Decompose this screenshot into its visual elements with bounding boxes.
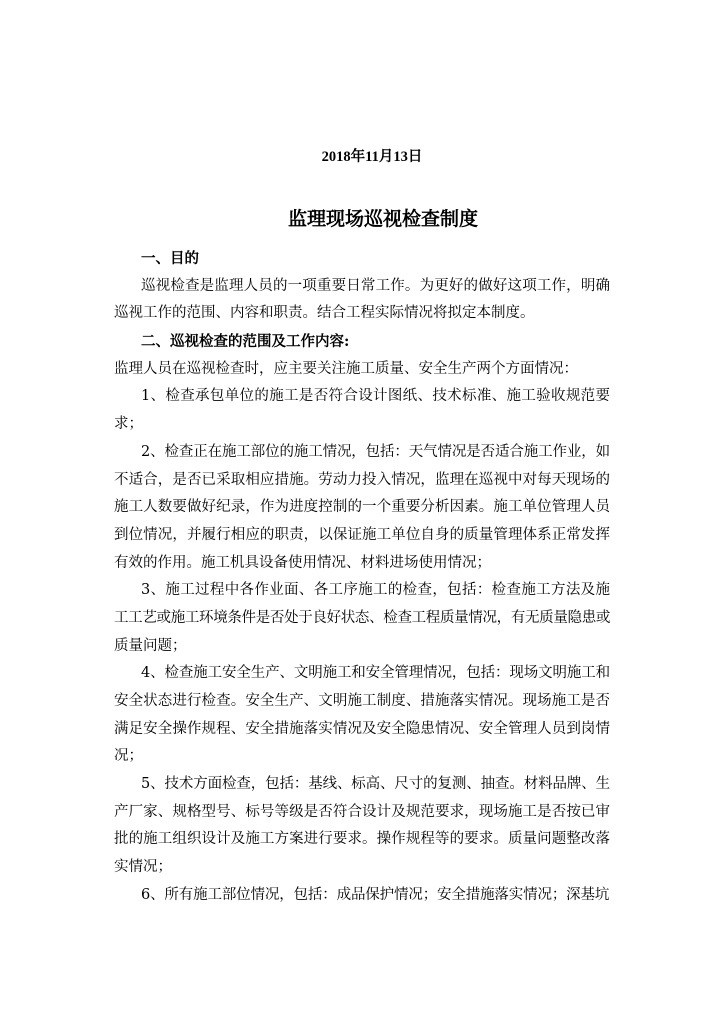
text-line: 巡视检查是监理人员的一项重要日常工作。为更好的做好这项工作，明确	[141, 277, 610, 294]
text-line: 6、所有施工部位情况，包括：成品保护情况；安全措施落实情况；深基坑	[141, 886, 610, 903]
text-line: 产厂家、规格型号、标号等级是否符合设计及规范要求，现场施工是否按已审	[114, 803, 610, 820]
text-line: 1、检查承包单位的施工是否符合设计图纸、技术标准、施工验收规范要	[141, 388, 610, 405]
text-line: 5、技术方面检查，包括：基线、标高、尺寸的复测、抽查。材料品牌、生	[141, 776, 610, 793]
text-line: 2、检查正在施工部位的施工情况，包括：天气情况是否适合施工作业，如	[141, 443, 610, 460]
section-heading	[114, 245, 610, 273]
text-line: 满足安全操作规程、安全措施落实情况及安全隐患情况、安全管理人员到岗情	[114, 720, 610, 737]
paragraph	[114, 383, 610, 438]
paragraph	[114, 771, 610, 882]
text-line: 3、施工过程中各作业面、各工序施工的检查，包括：检查施工方法及施	[141, 582, 610, 599]
paragraph	[114, 273, 610, 328]
document-body	[114, 245, 610, 910]
text-line: 批的施工组织设计及施工方案进行要求。操作规程等的要求。质量问题整改落	[114, 831, 610, 848]
document-title: 监理现场巡视检查制度	[287, 208, 478, 230]
text-line: 二、巡视检查的范围及工作内容:	[141, 333, 350, 351]
text-line: 有效的作用。施工机具设备使用情况、材料进场使用情况；	[114, 554, 491, 571]
text-line: 监理人员在巡视检查时，应主要关注施工质量、安全生产两个方面情况：	[114, 360, 578, 377]
text-line: 施工人数要做好纪录，作为进度控制的一个重要分析因素。施工单位管理人员	[114, 499, 610, 516]
paragraph	[114, 439, 610, 577]
text-line: 到位情况，并履行相应的职责，以保证施工单位自身的质量管理体系正常发挥	[114, 526, 610, 543]
text-line: 安全状态进行检查。安全生产、文明施工制度、措施落实情况。现场施工是否	[114, 693, 610, 709]
text-line: 工工艺或施工环境条件是否处于良好状态、检查工程质量情况，有无质量隐患或	[114, 609, 610, 626]
text-line: 求；	[114, 416, 143, 433]
text-line: 一、目的	[141, 250, 199, 267]
text-line: 不适合，是否已采取相应措施。劳动力投入情况，监理在巡视中对每天现场的	[114, 471, 610, 488]
text-line: 4、检查施工安全生产、文明施工和安全管理情况，包括：现场文明施工和	[141, 665, 610, 682]
paragraph	[114, 577, 610, 660]
paragraph	[114, 882, 610, 910]
text-line: 巡视工作的范围、内容和职责。结合工程实际情况将拟定本制度。	[114, 305, 535, 322]
text-line: 质量问题；	[114, 637, 187, 654]
paragraph	[114, 660, 610, 771]
text-line: 实情况；	[114, 859, 172, 876]
document-date: 2018年11月13日	[321, 149, 423, 165]
text-line: 况；	[114, 748, 143, 765]
section-heading	[114, 328, 610, 356]
paragraph	[114, 356, 610, 384]
